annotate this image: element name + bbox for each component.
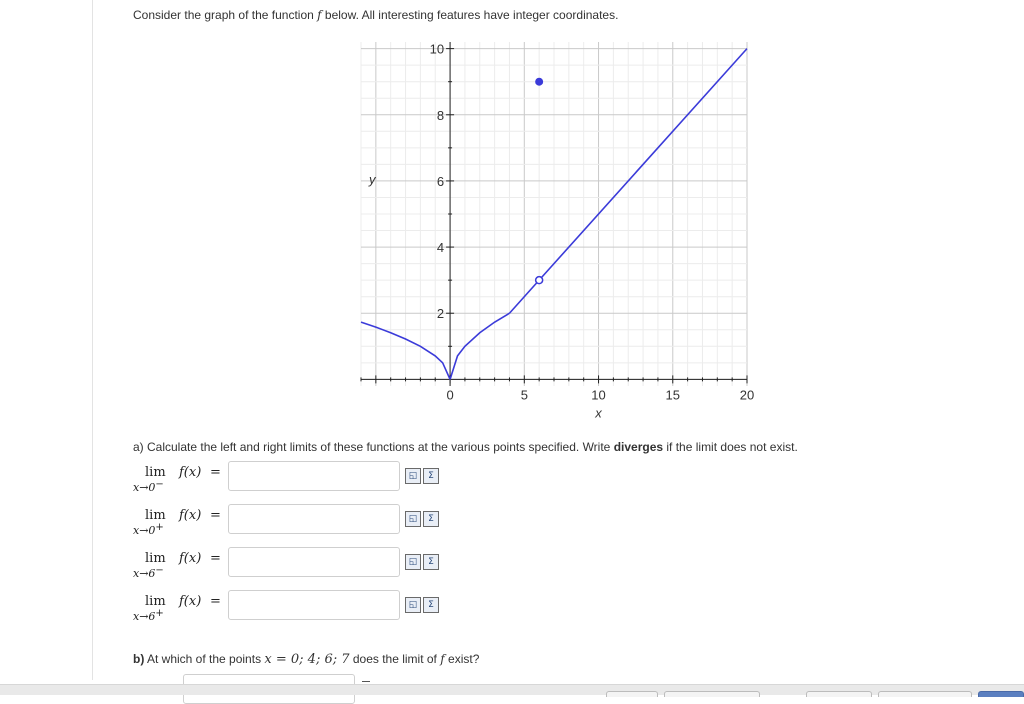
x-tick-label: 5 bbox=[520, 387, 528, 403]
open-point bbox=[536, 277, 543, 284]
y-tick-label: 8 bbox=[436, 107, 445, 123]
answer-input-lim-6-plus[interactable] bbox=[228, 590, 400, 620]
function-graph bbox=[355, 34, 775, 434]
x-tick-label: 0 bbox=[446, 387, 454, 403]
x-tick-label: 20 bbox=[739, 387, 755, 403]
formula-icon[interactable]: Σ bbox=[423, 554, 439, 570]
y-tick-label: 10 bbox=[429, 41, 445, 57]
preview-icon[interactable]: ◱ bbox=[405, 597, 421, 613]
formula-icon[interactable]: Σ bbox=[423, 511, 439, 527]
limit-row-3 bbox=[133, 547, 593, 587]
toolbar-button[interactable] bbox=[664, 691, 760, 697]
limit-expression: lim f(x) = x→6+ bbox=[133, 594, 221, 623]
y-tick-label: 4 bbox=[436, 240, 445, 256]
preview-icon[interactable]: ◱ bbox=[405, 511, 421, 527]
prompt-function-f: f bbox=[317, 8, 322, 22]
x-axis-label: x bbox=[595, 405, 602, 421]
limit-expression: lim f(x) = x→0− bbox=[133, 465, 221, 494]
diverges-keyword: diverges bbox=[613, 440, 664, 454]
limit-row-4 bbox=[133, 590, 593, 630]
y-tick-label: 2 bbox=[436, 306, 445, 322]
x-tick-label: 10 bbox=[591, 387, 606, 403]
toolbar-button[interactable] bbox=[606, 691, 658, 697]
preview-icon[interactable]: ◱ bbox=[405, 468, 421, 484]
part-b-question: b) At which of the points x = 0; 4; 6; 7 does the limit of f exist? bbox=[133, 652, 480, 667]
answer-input-lim-0-plus[interactable] bbox=[228, 504, 400, 534]
toolbar-button[interactable] bbox=[878, 691, 972, 697]
y-tick-label: 6 bbox=[436, 173, 445, 189]
page-divider bbox=[92, 0, 93, 680]
grid bbox=[361, 42, 747, 386]
limit-row-2 bbox=[133, 504, 593, 544]
toolbar-button-primary[interactable] bbox=[978, 691, 1024, 697]
question-prompt: Consider the graph of the function f below. All interesting features have integer coordinates. bbox=[133, 8, 619, 22]
dropdown-dash bbox=[362, 681, 370, 682]
formula-icon[interactable]: Σ bbox=[423, 468, 439, 484]
limit-expression: lim f(x) = x→0+ bbox=[133, 508, 221, 537]
x-tick-label: 15 bbox=[665, 387, 681, 403]
limit-row-1 bbox=[133, 461, 593, 501]
answer-input-lim-0-minus[interactable] bbox=[228, 461, 400, 491]
answer-input-lim-6-minus[interactable] bbox=[228, 547, 400, 577]
y-axis-label: y bbox=[369, 172, 376, 188]
toolbar-button[interactable] bbox=[806, 691, 872, 697]
filled-point bbox=[536, 78, 543, 85]
formula-icon[interactable]: Σ bbox=[423, 597, 439, 613]
preview-icon[interactable]: ◱ bbox=[405, 554, 421, 570]
points-list: x = 0; 4; 6; 7 bbox=[264, 652, 350, 667]
limit-expression: lim f(x) = x→6− bbox=[133, 551, 221, 580]
part-a-instructions: a) Calculate the left and right limits of these functions at the various points specified. Write diverges if the limit does not exist. bbox=[133, 440, 798, 454]
